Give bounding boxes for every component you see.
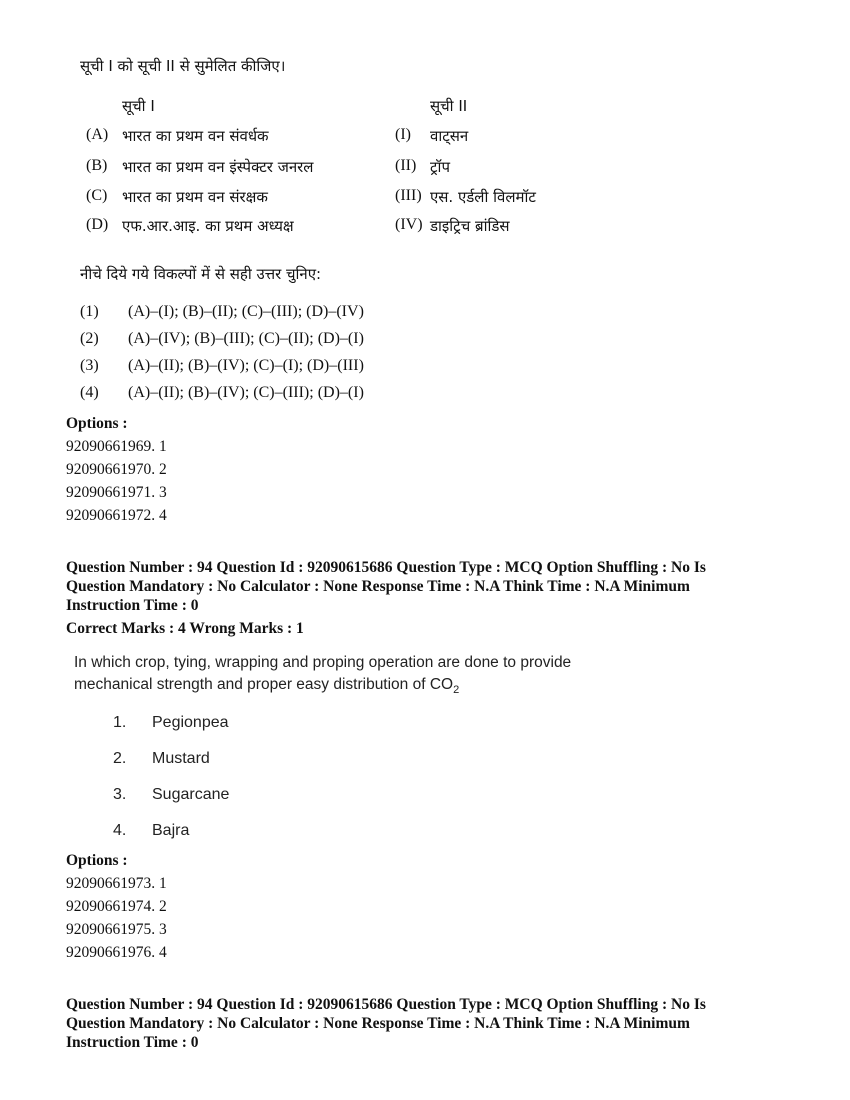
option-id: 92090661969. 1 [66,438,167,455]
list2-label: (I) [395,126,411,143]
question-meta: Instruction Time : 0 [66,597,199,614]
answer-number: (1) [80,303,99,320]
list2-header: सूची II [430,97,468,115]
question-text [74,674,459,701]
answer-number: (4) [80,384,99,401]
choice-text: Pegionpea [152,714,229,731]
option-id: 92090661972. 4 [66,507,167,524]
question-text: In which crop, tying, wrapping and proping operation are done to provide [74,654,572,671]
list2-item: एस. एर्डली विलमॉट [430,188,536,206]
answer-number: (3) [80,357,99,374]
list1-header: सूची I [122,97,155,115]
option-id: 92090661974. 2 [66,898,167,915]
list1-label: (D) [86,216,109,233]
choice-text: Sugarcane [152,786,230,803]
choice-number: 3. [113,786,127,803]
options-label: Options : [66,415,128,432]
answer-number: (2) [80,330,99,347]
answer-text: (A)–(II); (B)–(IV); (C)–(I); (D)–(III) [128,357,364,374]
list1-item: भारत का प्रथम वन संरक्षक [122,188,268,206]
list1-label: (C) [86,187,108,204]
choice-number: 4. [113,822,127,839]
question-meta: Instruction Time : 0 [66,1034,199,1051]
list2-item: डाइट्रिच ब्रांडिस [430,217,510,235]
list1-item: भारत का प्रथम वन संवर्धक [122,127,269,145]
choice-text: Bajra [152,822,190,839]
list2-item: ट्रॉप [430,158,450,176]
list1-label: (A) [86,126,109,143]
question-meta: Question Number : 94 Question Id : 92090615686 Question Type : MCQ Option Shuffling : No Is [66,559,706,576]
option-id: 92090661970. 2 [66,461,167,478]
list2-label: (III) [395,187,422,204]
question-meta: Question Mandatory : No Calculator : None Response Time : N.A Think Time : N.A Minimum [66,578,690,595]
list2-label: (IV) [395,216,423,233]
option-id: 92090661971. 3 [66,484,167,501]
option-id: 92090661973. 1 [66,875,167,892]
list1-label: (B) [86,157,108,174]
options-label: Options : [66,852,128,869]
question-meta: Question Mandatory : No Calculator : None Response Time : N.A Think Time : N.A Minimum [66,1015,690,1032]
answer-text: (A)–(I); (B)–(II); (C)–(III); (D)–(IV) [128,303,364,320]
q1-instruction: सूची I को सूची II से सुमेलित कीजिए। [80,57,286,75]
choice-number: 2. [113,750,127,767]
choice-number: 1. [113,714,127,731]
option-id: 92090661975. 3 [66,921,167,938]
question-text-main: mechanical strength and proper easy distribution of CO [74,676,454,693]
question-meta: Question Number : 94 Question Id : 92090615686 Question Type : MCQ Option Shuffling : No Is [66,996,706,1013]
list1-item: भारत का प्रथम वन इंस्पेक्टर जनरल [122,158,314,176]
list1-item: एफ.आर.आइ. का प्रथम अध्यक्ष [122,217,294,235]
list2-label: (II) [395,157,417,174]
choice-text: Mustard [152,750,210,767]
answer-text: (A)–(II); (B)–(IV); (C)–(III); (D)–(I) [128,384,364,401]
option-id: 92090661976. 4 [66,944,167,961]
choose-prompt: नीचे दिये गये विकल्पों में से सही उत्तर चुनिए: [80,265,322,283]
list2-item: वाट्सन [430,127,469,145]
subscript: 2 [453,684,460,697]
marks-line: Correct Marks : 4 Wrong Marks : 1 [66,620,304,637]
answer-text: (A)–(IV); (B)–(III); (C)–(II); (D)–(I) [128,330,364,347]
